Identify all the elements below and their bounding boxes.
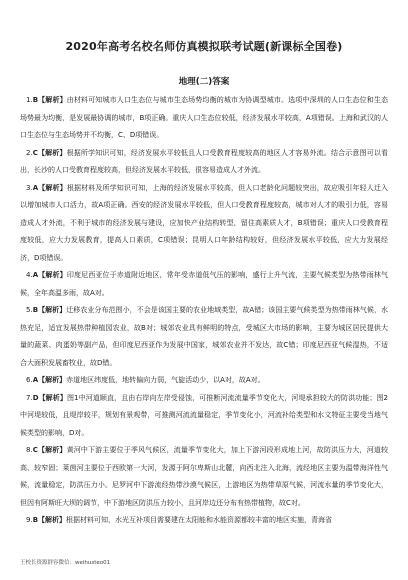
answer-text: 根据材料及所学知识可知，上海的经济发展水平较高，但人口老龄化问题较突出，故应吸引年轻人迁入以增加城市人口活力，故A项正确。西安的经济发展水平较低，但人口受教育程度较高，城市对人才的吸引力低，容易造成人才外流，不利于城市的经济发展与建设，应加快产业结构转型，留住高素质人才，B项错误；重庆人口受教育程度较低，应大力发展教育，提高人口素质，C项错误；昆明人口年龄结构较好，但经济发展水平较低，应大力发展经济，D项错误。 [20, 183, 388, 262]
answer-item [20, 180, 388, 268]
answer-number: 9. [26, 516, 33, 524]
answer-tag: B【解析】 [32, 306, 67, 314]
answer-number: 3. [26, 183, 33, 192]
answer-text: 由材料可知城市人口生态位与城市生态场势均衡的城市为协调型城市。选项中深圳的人口生态位和生态场势最为均衡，是发展最协调的城市，B项正确。重庆人口生态位较低，经济发展水平较高，A项错误。上海和武汉的人口生态位与生态场势并不均衡，C、D项错误。 [20, 96, 388, 139]
answer-tag: A【解析】 [32, 183, 67, 192]
answer-tag: B【解析】 [32, 516, 67, 524]
answer-number: 4. [26, 271, 33, 279]
answer-text: 印度尼西亚位于赤道附近地区，常年受赤道低气压的影响，盛行上升气流，主要气候类型为热带雨林气候，全年高温多雨，故A对。 [20, 271, 388, 297]
answer-tag: A【解析】 [32, 271, 67, 279]
footer-note: 王校长资源群容微信：weihusteo01 [20, 560, 111, 566]
answer-number: 5. [26, 306, 33, 314]
answer-item [20, 267, 388, 302]
document-subtitle: 地理(二)答案 [178, 77, 230, 87]
answer-number: 2. [26, 148, 33, 157]
answer-number: 1. [26, 96, 33, 104]
answer-text: 根据材料可知，水光互补项目需要建在太阳能和水能资源都较丰富的地区实施，青海省 [66, 516, 333, 524]
document-title: 2020年高考名校名师仿真模拟联考试题(新课标全国卷) [65, 40, 343, 53]
answer-text: 根据所学知识可知，经济发展水平较低且人口受教育程度较高的地区人才容易外流。结合示意图可以看出，长沙的人口受教育程度较高，但经济发展水平较低，很容易造成人才外流。 [20, 148, 389, 174]
answer-item [20, 92, 388, 145]
answer-item [20, 302, 388, 372]
answer-list [20, 92, 388, 530]
answer-tag: B【解析】 [32, 96, 67, 104]
answer-number: 7. [26, 393, 33, 402]
answer-tag: C【解析】 [32, 148, 67, 157]
answer-item [20, 442, 388, 512]
answer-number: 8. [26, 446, 33, 454]
answer-item [20, 372, 388, 390]
answer-number: 6. [26, 376, 33, 384]
answer-text: 图1中河道顺直，且由右岸向左岸受侵蚀，可推断河流流量季节变化大，河堤承担较大的防洪功能；图2中河堤较低，且堤岸较平，规划有景观带，可推测河流流量稳定，季节变化小，河流补给类型和水文特征主要受当地气候类型的影响，D对。 [20, 393, 389, 437]
answer-tag: C【解析】 [32, 446, 67, 454]
answer-tag: A【解析】 [32, 376, 67, 384]
answer-text: 赤道地区纬度低，地转偏向力弱，气旋活动少，以A对，故A对。 [66, 376, 265, 384]
answer-item [20, 512, 388, 530]
answer-item [20, 145, 388, 180]
answer-tag: D【解析】 [32, 393, 67, 402]
answer-text: 黄河中下游主要位于季风气候区，流量季节变化大，加上下游河段形成地上河，故防洪压力大，河道较高、较窄固；莱茵河主要位于西欧第一大河，发源于阿尔卑斯山北麓，向西北注入北海，流经地区主要为温带海洋性气候，流量稳定，防洪压力小。尼罗河中下游流经热带沙漠气候区，上游地区为热带草原气候，河流水量的季节变化大，但因有阿斯旺大坝的调节，中下游地区防洪压力较小，且河岸边还分布有热带植物，故C对。 [20, 446, 389, 507]
answer-item [20, 390, 388, 443]
answer-text: 迁移农业分布范围小，不会是该国主要的农业地域类型，故A错；该国主要气候类型为热带雨林气候，水热充足，适宜发展热带种植园农业，故B对；城郊农业具有鲜明的特点，受城区大市场的影响，主要为城区居民提供大量的蔬菜、肉蛋奶等副产品，但印度尼西亚作为发展中国家，城郊农业并不发达，故C错；印度尼西亚气候湿热，不适合大面积发展畜牧业，故D错。 [20, 306, 388, 367]
